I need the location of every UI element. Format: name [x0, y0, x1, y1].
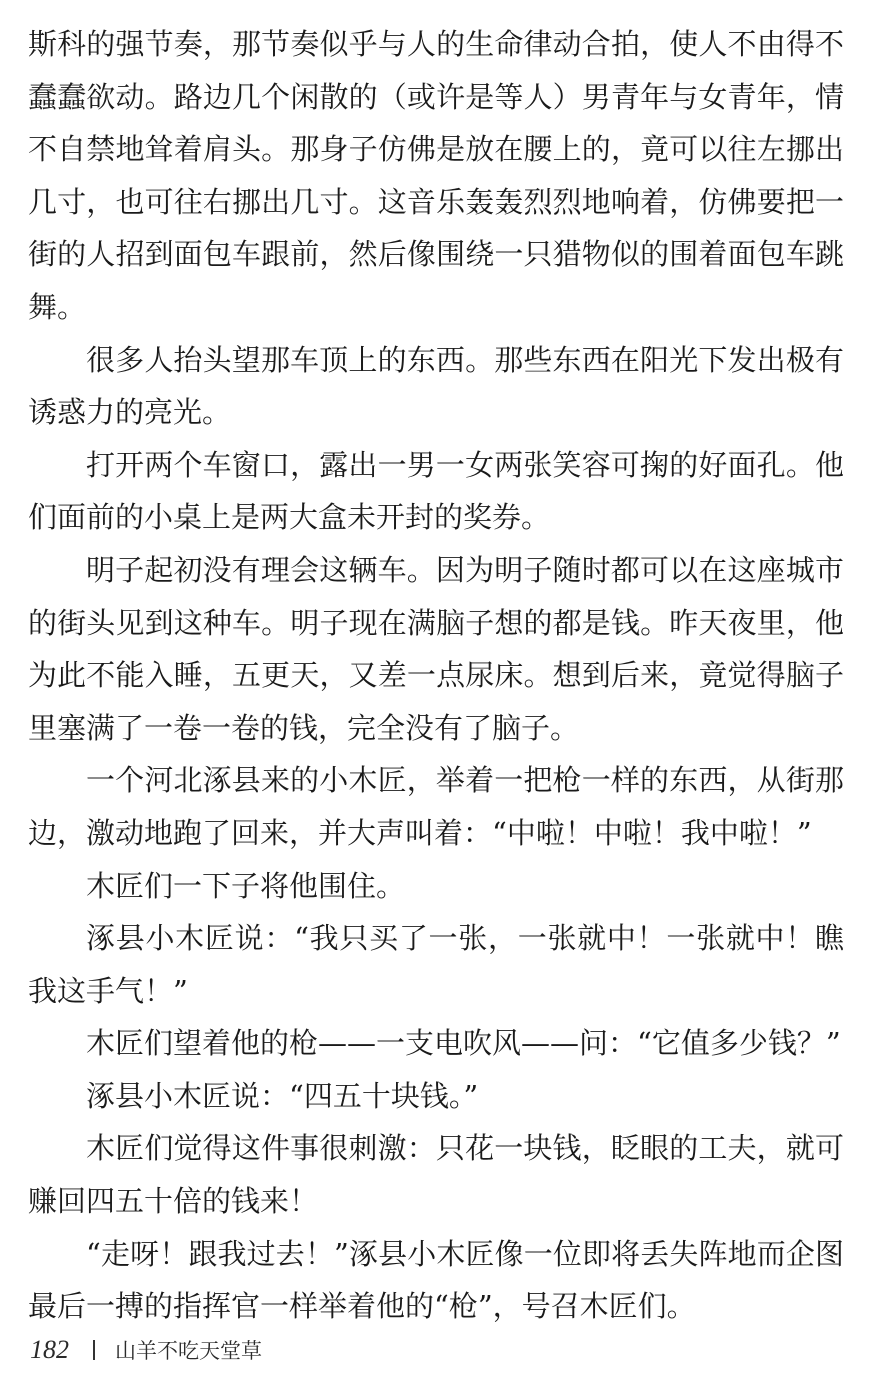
paragraph: 涿县小木匠说：“我只买了一张，一张就中！一张就中！瞧我这手气！” [28, 921, 844, 1008]
paragraph: 木匠们望着他的枪——一支电吹风——问：“它值多少钱？” [86, 1026, 841, 1061]
paragraph: 一个河北涿县来的小木匠，举着一把枪一样的东西，从街那边，激动地跑了回来，并大声叫着：“中啦！中啦！我中啦！” [28, 763, 844, 850]
paragraph: 打开两个车窗口，露出一男一女两张笑容可掬的好面孔。他们面前的小桌上是两大盒未开封的奖券。 [28, 447, 844, 535]
paragraph: 明子起初没有理会这辆车。因为明子随时都可以在这座城市的街头见到这种车。明子现在满脑子想的都是钱。昨天夜里，他为此不能入睡，五更天，又差一点尿床。想到后来，竟觉得脑子里塞满了一卷一卷的钱，完全没有了脑子。 [28, 552, 844, 745]
paragraph: 木匠们一下子将他围住。 [86, 868, 406, 903]
paragraph: 涿县小木匠说：“四五十块钱。” [86, 1078, 479, 1113]
footer-divider [93, 1340, 95, 1360]
page-footer [30, 1332, 262, 1368]
paragraph: 很多人抬头望那车顶上的东西。那些东西在阳光下发出极有诱惑力的亮光。 [28, 342, 844, 430]
paragraph: 斯科的强节奏，那节奏似乎与人的生命律动合拍，使人不由得不蠢蠢欲动。路边几个闲散的（或许是等人）男青年与女青年，情不自禁地耸着肩头。那身子仿佛是放在腰上的，竟可以往左挪出几寸，也可往右挪出几寸。这音乐轰轰烈烈地响着，仿佛要把一街的人招到面包车跟前，然后像围绕一只猎物似的围着面包车跳舞。 [28, 27, 844, 324]
page-number: 182 [30, 1335, 69, 1364]
paragraph: “走呀！跟我过去！”涿县小木匠像一位即将丢失阵地而企图最后一搏的指挥官一样举着他的“枪”，号召木匠们。 [28, 1236, 844, 1324]
body-text [28, 18, 844, 1333]
paragraph: 木匠们觉得这件事很刺激：只花一块钱，眨眼的工夫，就可赚回四五十倍的钱来！ [28, 1131, 844, 1219]
book-title: 山羊不吃天堂草 [115, 1339, 262, 1363]
